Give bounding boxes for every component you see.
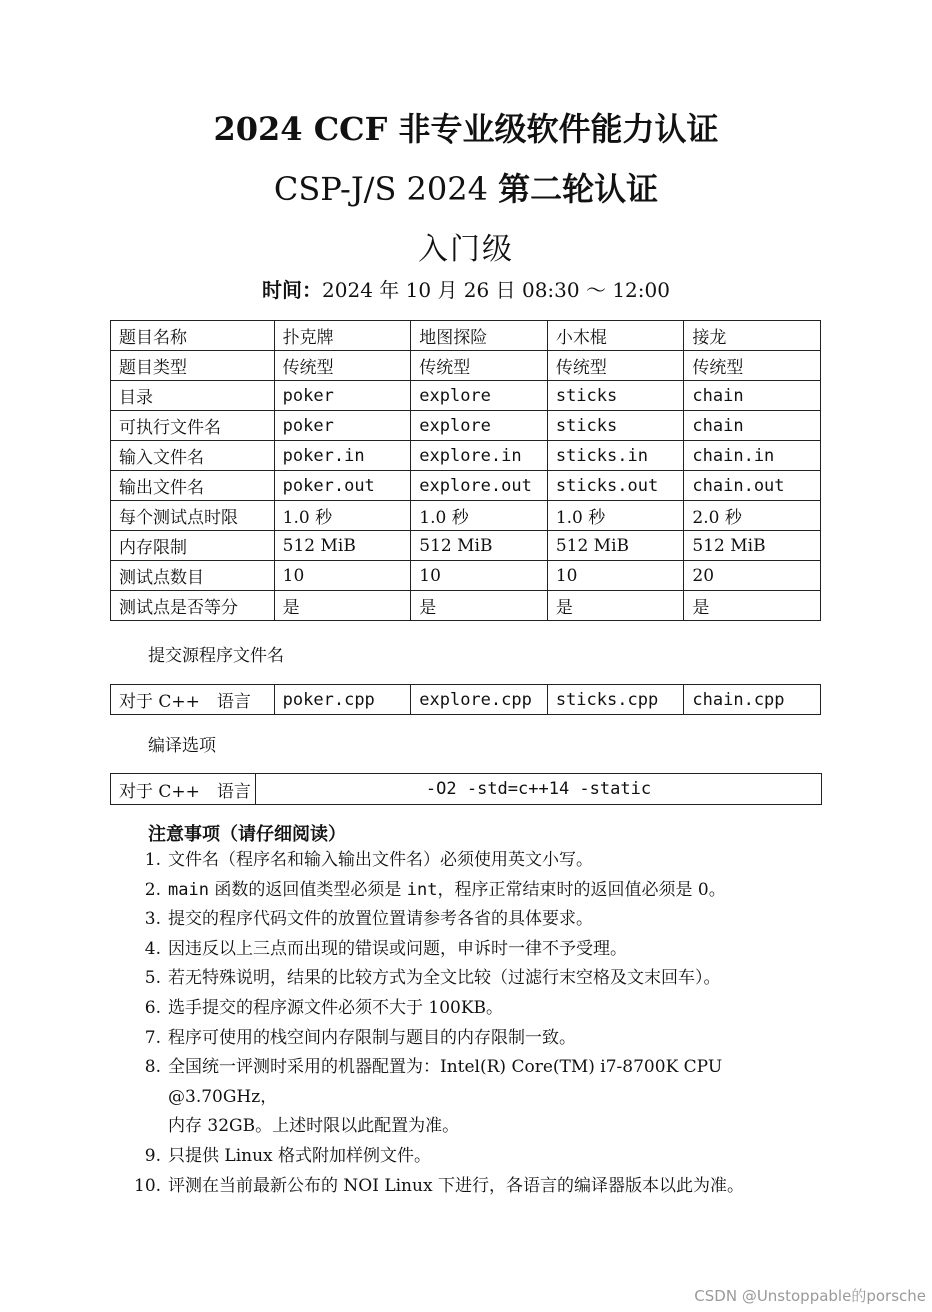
row-label: 目录 xyxy=(111,381,275,411)
document-subtitle xyxy=(0,164,932,210)
note-text xyxy=(168,994,834,1024)
submit-file-poker: poker.cpp xyxy=(274,685,411,715)
table-row xyxy=(111,441,821,471)
problems-table xyxy=(110,320,821,621)
compile-options: -O2 -std=c++14 -static xyxy=(256,774,822,805)
table-row xyxy=(111,685,821,715)
row-label: 内存限制 xyxy=(111,531,275,561)
note-text xyxy=(168,1024,834,1054)
note-text-part: 程序可使用的栈空间内存限制与题目的内存限制一致。 xyxy=(168,1027,576,1048)
table-cell: poker xyxy=(274,381,411,411)
table-cell: poker xyxy=(274,411,411,441)
row-label: 输入文件名 xyxy=(111,441,275,471)
table-cell: 传统型 xyxy=(547,351,684,381)
table-cell: 10 xyxy=(274,561,411,591)
level-title: 入门级 xyxy=(418,232,514,267)
row-label: 题目名称 xyxy=(111,321,275,351)
table-cell: 扑克牌 xyxy=(274,321,411,351)
note-text-part: 若无特殊说明，结果的比较方式为全文比较（过滤行末空格及文末回车）。 xyxy=(168,968,721,989)
note-number: 7. xyxy=(144,1027,161,1048)
table-row xyxy=(111,321,821,351)
note-code: int xyxy=(406,879,438,900)
table-row xyxy=(111,471,821,501)
table-cell: 512 MiB xyxy=(274,531,411,561)
table-cell: sticks xyxy=(547,411,684,441)
table-cell: sticks.in xyxy=(547,441,684,471)
table-cell: chain xyxy=(684,381,821,411)
table-cell: 是 xyxy=(547,591,684,621)
note-text-part: 内存 32GB。上述时限以此配置为准。 xyxy=(168,1116,460,1137)
table-row xyxy=(111,501,821,531)
table-cell: 1.0 秒 xyxy=(547,501,684,531)
note-text xyxy=(168,1142,834,1172)
list-item xyxy=(134,1053,834,1142)
row-label: 题目类型 xyxy=(111,351,275,381)
note-text-part: ，程序正常结束时的返回值必须是 0。 xyxy=(437,879,726,900)
notes-list xyxy=(134,846,834,1201)
note-text xyxy=(168,935,834,965)
table-cell: 512 MiB xyxy=(547,531,684,561)
note-text xyxy=(168,1172,834,1202)
table-cell: poker.in xyxy=(274,441,411,471)
note-text xyxy=(168,1053,834,1142)
note-text-part: 文件名（程序名和输入输出文件名）必须使用英文小写。 xyxy=(168,850,593,870)
note-number: 5. xyxy=(144,968,161,989)
note-text xyxy=(168,846,834,876)
table-cell: 1.0 秒 xyxy=(411,501,548,531)
table-cell: sticks xyxy=(547,381,684,411)
table-cell: sticks.out xyxy=(547,471,684,501)
table-cell: chain.in xyxy=(684,441,821,471)
table-cell: 小木棍 xyxy=(547,321,684,351)
note-number: 4. xyxy=(144,938,161,959)
note-text-part: 函数的返回值类型必须是 xyxy=(208,879,407,900)
table-cell: explore.out xyxy=(411,471,548,501)
note-text-part: 全国统一评测时采用的机器配置为：Intel(R) Core(TM) i7-8700K CPU @3.70GHz， xyxy=(168,1057,723,1107)
exam-time xyxy=(0,274,932,303)
list-item xyxy=(134,1024,834,1054)
list-item xyxy=(134,846,834,876)
table-row xyxy=(111,591,821,621)
table-cell: explore xyxy=(411,411,548,441)
note-number: 2. xyxy=(144,879,161,900)
submit-file-explore: explore.cpp xyxy=(411,685,548,715)
note-text xyxy=(168,905,834,935)
list-item xyxy=(134,905,834,935)
list-item xyxy=(134,876,834,906)
note-text-part: 选手提交的程序源文件必须不大于 100KB。 xyxy=(168,997,504,1018)
note-number: 8. xyxy=(144,1057,161,1078)
note-text xyxy=(168,964,834,994)
note-text-part: 提交的程序代码文件的放置位置请参考各省的具体要求。 xyxy=(168,909,593,930)
subtitle-suffix: 第二轮认证 xyxy=(498,170,659,208)
list-item xyxy=(134,1172,834,1202)
table-cell: 是 xyxy=(411,591,548,621)
notes-title: 注意事项（请仔细阅读） xyxy=(148,824,346,845)
note-code: main xyxy=(168,879,209,900)
table-cell: 传统型 xyxy=(411,351,548,381)
time-value: 2024 年 10 月 26 日 08:30 ～ 12:00 xyxy=(322,278,670,302)
note-number: 9. xyxy=(144,1145,161,1166)
table-cell: 512 MiB xyxy=(684,531,821,561)
list-item xyxy=(134,964,834,994)
table-cell: 地图探险 xyxy=(411,321,548,351)
row-label: 每个测试点时限 xyxy=(111,501,275,531)
list-item xyxy=(134,935,834,965)
submit-label: 对于 C++ 语言 xyxy=(111,685,275,715)
table-cell: 传统型 xyxy=(684,351,821,381)
table-row xyxy=(111,381,821,411)
row-label: 输出文件名 xyxy=(111,471,275,501)
row-label: 测试点是否等分 xyxy=(111,591,275,621)
table-cell: chain xyxy=(684,411,821,441)
compile-table xyxy=(110,773,822,805)
row-label: 可执行文件名 xyxy=(111,411,275,441)
compile-heading: 编译选项 xyxy=(148,736,216,756)
table-cell: 传统型 xyxy=(274,351,411,381)
note-number: 10. xyxy=(134,1175,162,1196)
table-cell: 2.0 秒 xyxy=(684,501,821,531)
submit-file-chain: chain.cpp xyxy=(684,685,821,715)
note-number: 6. xyxy=(144,997,161,1018)
note-text-part: 评测在当前最新公布的 NOI Linux 下进行，各语言的编译器版本以此为准。 xyxy=(168,1175,744,1196)
document-title: 2024 CCF 非专业级软件能力认证 xyxy=(213,110,719,148)
table-cell: 是 xyxy=(684,591,821,621)
submit-file-sticks: sticks.cpp xyxy=(547,685,684,715)
table-cell: 10 xyxy=(411,561,548,591)
list-item xyxy=(134,1142,834,1172)
time-label: 时间： xyxy=(262,278,323,302)
table-row xyxy=(111,561,821,591)
compile-label: 对于 C++ 语言 xyxy=(111,774,256,805)
submit-heading: 提交源程序文件名 xyxy=(148,646,284,666)
note-text xyxy=(168,876,834,906)
list-item xyxy=(134,994,834,1024)
note-text-part: 因违反以上三点而出现的错误或问题，申诉时一律不予受理。 xyxy=(168,938,627,959)
table-cell: 是 xyxy=(274,591,411,621)
table-row xyxy=(111,411,821,441)
table-cell: 20 xyxy=(684,561,821,591)
table-cell: 1.0 秒 xyxy=(274,501,411,531)
table-row xyxy=(111,774,822,805)
table-cell: explore.in xyxy=(411,441,548,471)
subtitle-prefix: CSP-J/S 2024 xyxy=(273,170,488,208)
table-row xyxy=(111,351,821,381)
row-label: 测试点数目 xyxy=(111,561,275,591)
table-cell: poker.out xyxy=(274,471,411,501)
table-cell: 10 xyxy=(547,561,684,591)
table-cell: chain.out xyxy=(684,471,821,501)
submit-table xyxy=(110,684,821,715)
table-cell: 512 MiB xyxy=(411,531,548,561)
note-number: 1. xyxy=(144,850,161,870)
note-number: 3. xyxy=(144,909,161,930)
table-cell: 接龙 xyxy=(684,321,821,351)
watermark: CSDN @Unstoppable的porsche xyxy=(694,1287,926,1305)
table-row xyxy=(111,531,821,561)
table-cell: explore xyxy=(411,381,548,411)
note-text-part: 只提供 Linux 格式附加样例文件。 xyxy=(168,1145,432,1166)
